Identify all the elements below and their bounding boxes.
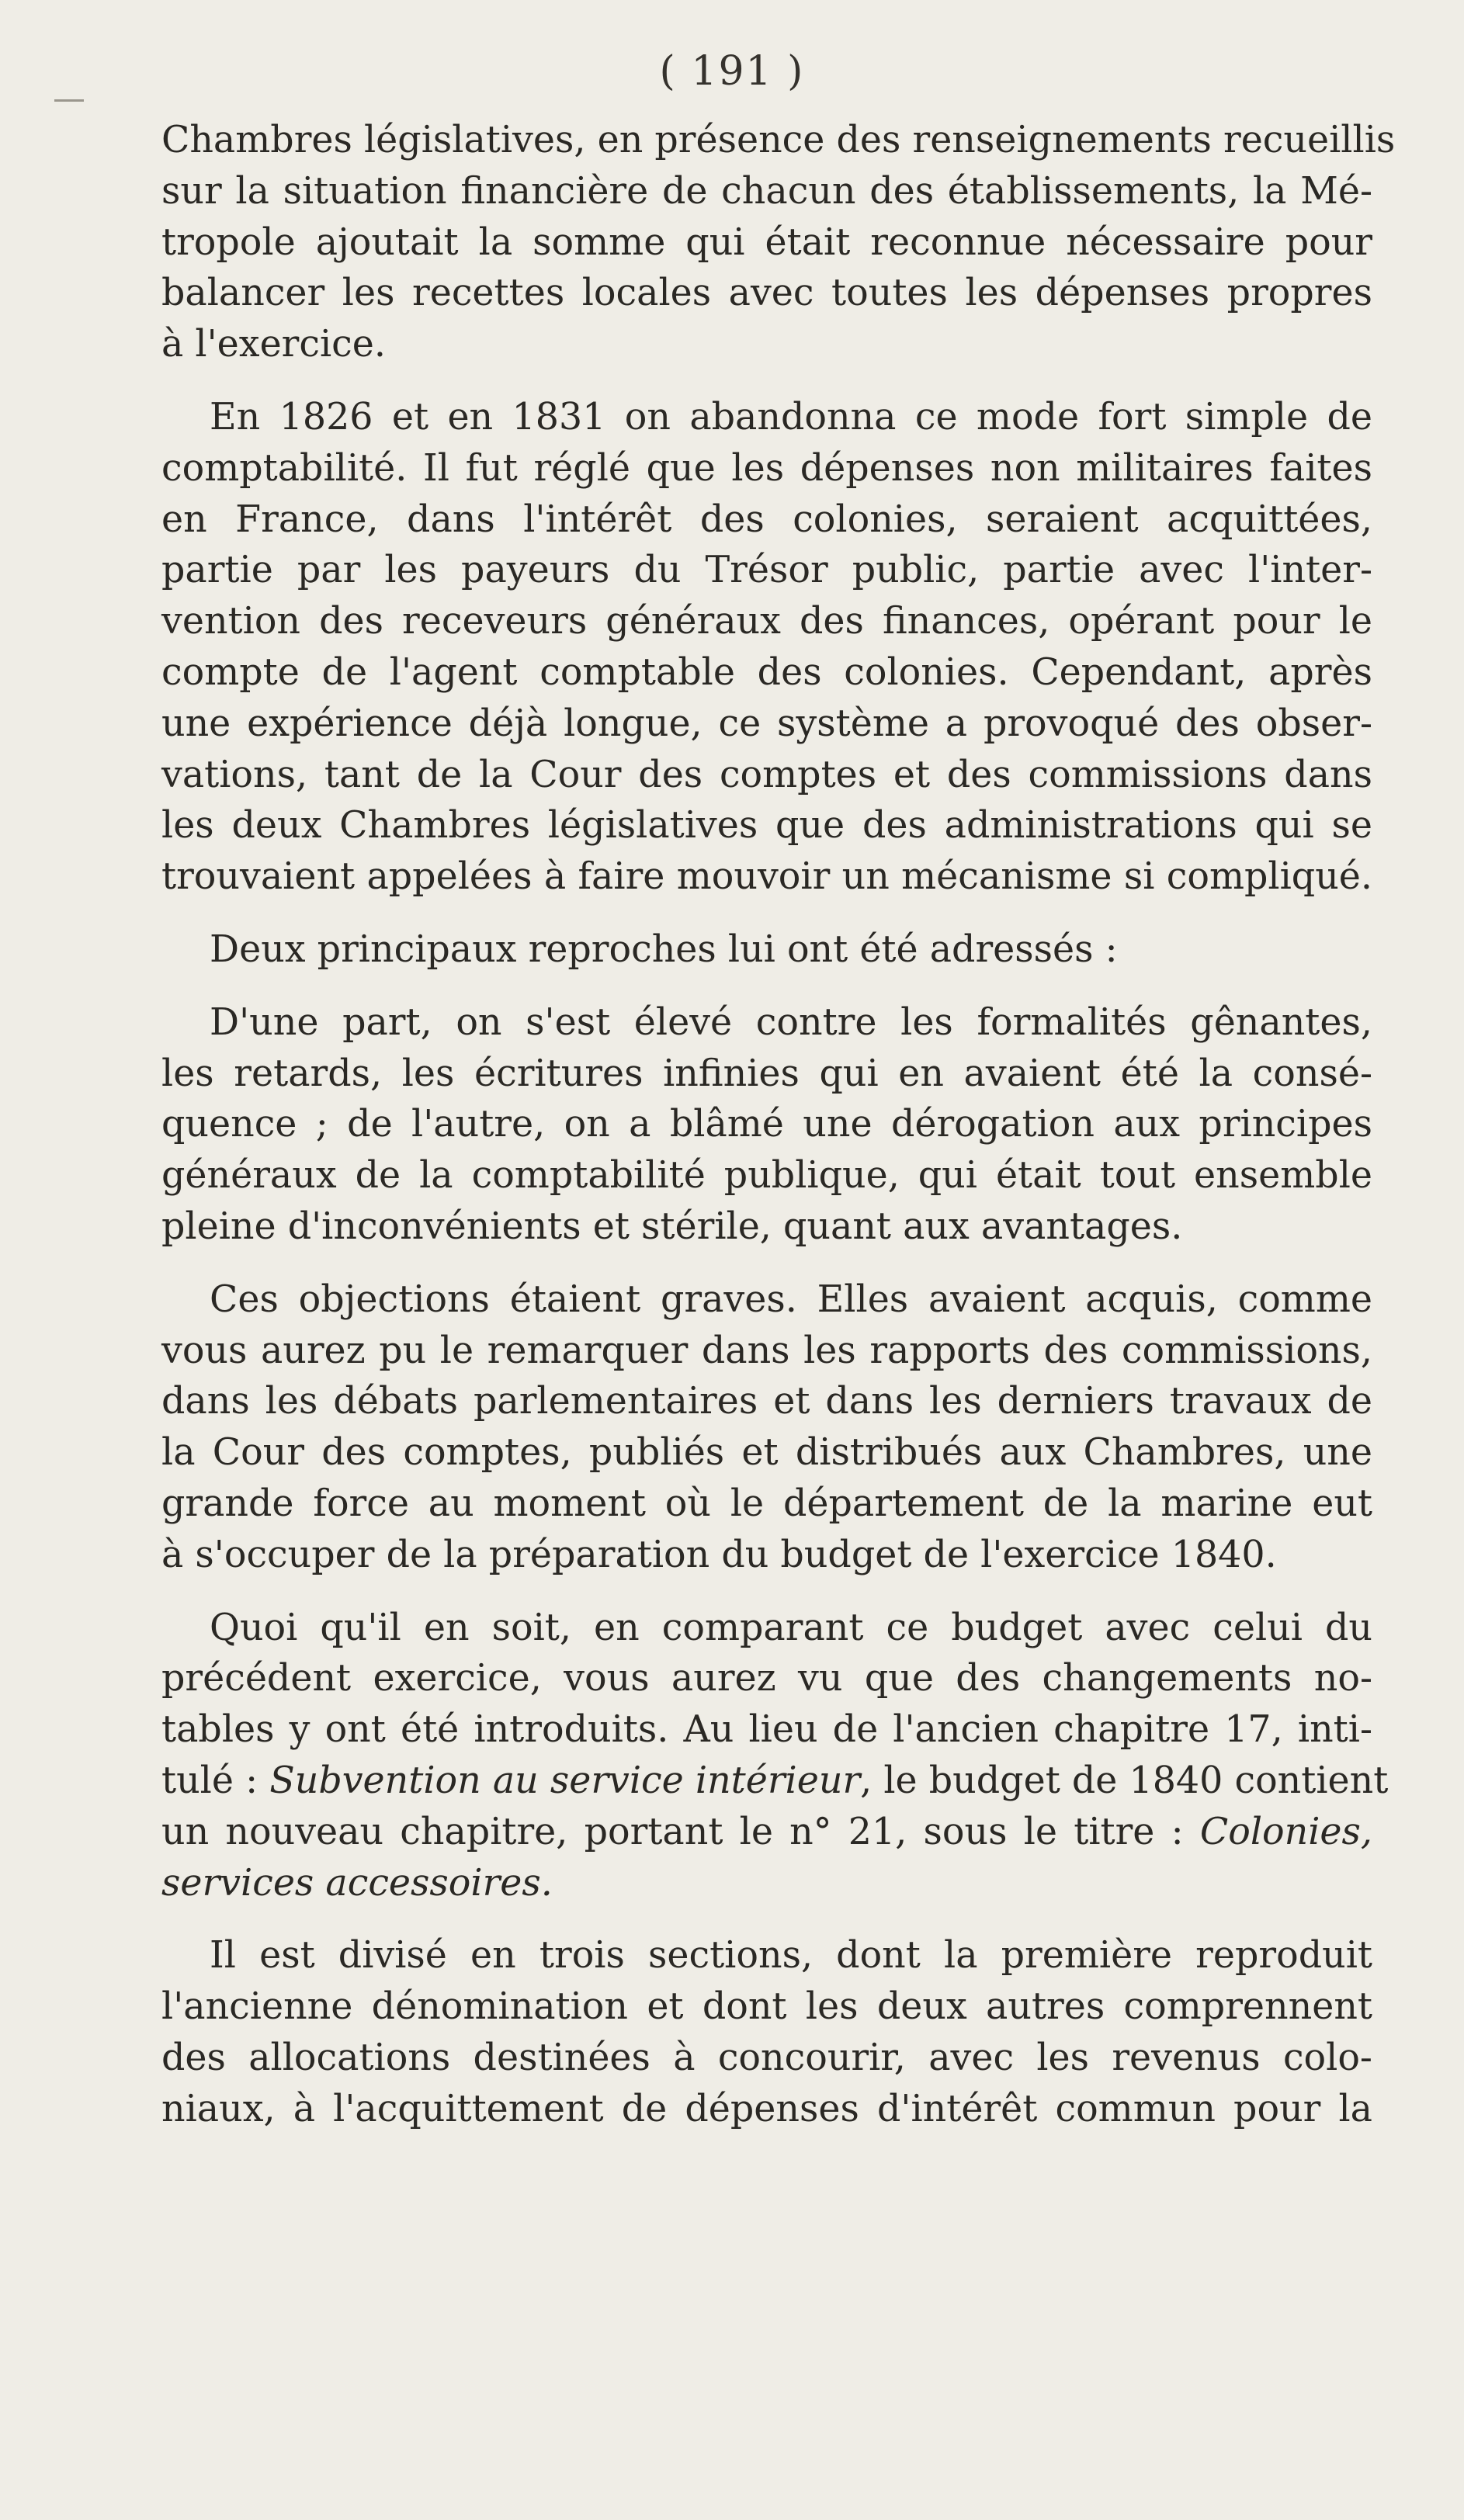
text-line: niaux, à l'acquittement de dépenses d'intérêt commun pour la — [161, 2087, 1372, 2130]
paragraph-2 — [161, 392, 1372, 903]
text-line: quence ; de l'autre, on a blâmé une dérogation aux principes — [161, 1103, 1372, 1146]
text-line: trouvaient appelées à faire mouvoir un mécanisme si compliqué. — [161, 855, 1372, 899]
text-line: D'une part, on s'est élevé contre les formalités gênantes, — [210, 1000, 1372, 1044]
text-line: Chambres législatives, en présence des renseignements recueillis — [161, 119, 1396, 161]
page-number: ( 191 ) — [659, 48, 805, 95]
text-line: à l'exercice. — [161, 323, 386, 366]
text-line: en France, dans l'intérêt des colonies, seraient acquittées, — [161, 497, 1372, 541]
text-line: la Cour des comptes, publiés et distribués aux Chambres, une — [161, 1431, 1372, 1475]
paragraph-7 — [161, 1930, 1372, 2134]
text-line: compte de l'agent comptable des colonies. Cependant, après — [161, 650, 1372, 694]
text-line: Quoi qu'il en soit, en comparant ce budget avec celui du — [210, 1606, 1372, 1649]
text-line: des allocations destinées à concourir, avec les revenus colo- — [161, 2036, 1372, 2079]
text-line: En 1826 et en 1831 on abandonna ce mode fort simple de — [210, 395, 1372, 438]
text-line: balancer les recettes locales avec toutes les dépenses propres — [161, 272, 1372, 315]
text-line: grande force au moment où le département de la marine eut — [161, 1482, 1372, 1525]
body-text — [161, 115, 1396, 2134]
text-line: tulé : Subvention au service intérieur, le budget de 1840 contient — [161, 1759, 1389, 1802]
paragraph-3 — [161, 924, 1372, 976]
text-line: pleine d'inconvénients et stérile, quant aux avantages. — [161, 1205, 1183, 1248]
text-line: partie par les payeurs du Trésor public, partie avec l'inter- — [161, 549, 1372, 592]
paragraph-4 — [161, 997, 1372, 1253]
text-line: vous aurez pu le remarquer dans les rapports des commissions, — [161, 1329, 1372, 1372]
margin-mark — [54, 99, 84, 102]
text-line: services accessoires. — [161, 1861, 553, 1905]
text-line: l'ancienne dénomination et dont les deux autres comprennent — [161, 1985, 1372, 2029]
text-line: Deux principaux reproches lui ont été adressés : — [210, 927, 1118, 971]
text-line: les retards, les écritures infinies qui en avaient été la consé- — [161, 1052, 1372, 1095]
text-line: vention des receveurs généraux des finances, opérant pour le — [161, 600, 1372, 643]
paragraph-6 — [161, 1603, 1389, 1909]
text-line: une expérience déjà longue, ce système a provoqué des obser- — [161, 702, 1372, 745]
text-line: vations, tant de la Cour des comptes et des commissions dans — [161, 753, 1372, 796]
paragraph-5 — [161, 1274, 1372, 1581]
text-line: tables y ont été introduits. Au lieu de l'ancien chapitre 17, inti- — [161, 1708, 1372, 1752]
paragraph-1 — [161, 115, 1396, 370]
text-line: à s'occuper de la préparation du budget de l'exercice 1840. — [161, 1533, 1277, 1576]
text-line: sur la situation financière de chacun des établissements, la Mé- — [161, 169, 1372, 213]
text-line: les deux Chambres législatives que des administrations qui se — [161, 804, 1372, 848]
text-line: Il est divisé en trois sections, dont la première reproduit — [210, 1934, 1372, 1978]
text-line: comptabilité. Il fut réglé que les dépenses non militaires faites — [161, 446, 1372, 490]
text-line: dans les débats parlementaires et dans les derniers travaux de — [161, 1380, 1372, 1423]
text-line: précédent exercice, vous aurez vu que des changements no- — [161, 1657, 1372, 1700]
text-line: tropole ajoutait la somme qui était reconnue nécessaire pour — [161, 220, 1372, 264]
text-line: généraux de la comptabilité publique, qui était tout ensemble — [161, 1154, 1372, 1198]
text-line: un nouveau chapitre, portant le n° 21, sous le titre : Colonies, — [161, 1810, 1372, 1853]
text-line: Ces objections étaient graves. Elles avaient acquis, comme — [210, 1277, 1372, 1321]
